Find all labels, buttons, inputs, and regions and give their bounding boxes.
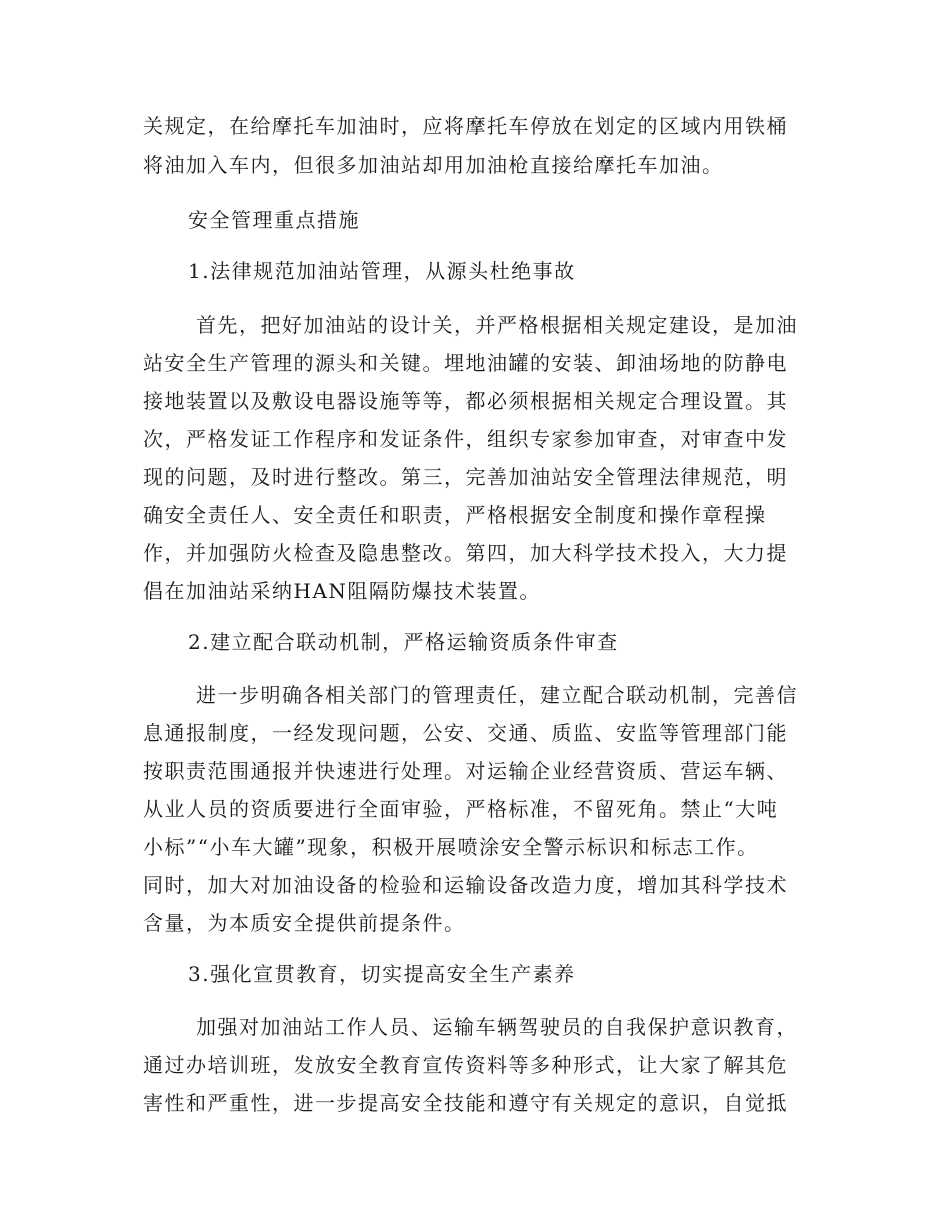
section-heading: 安全管理重点措施	[188, 208, 360, 232]
paragraph-line: 确安全责任人、安全责任和职责，严格根据安全制度和操作章程操	[143, 503, 767, 527]
item-heading-3: 3.强化宣贯教育，切实提高安全生产素养	[188, 962, 576, 986]
paragraph-line: 次，严格发证工作程序和发证条件，组织专家参加审查，对审查中发	[143, 427, 788, 451]
paragraph-line: 倡在加油站采纳HAN阻隔防爆技术装置。	[143, 579, 541, 603]
paragraph-line: 进一步明确各相关部门的管理责任，建立配合联动机制，完善信	[196, 683, 798, 707]
item-heading-2: 2.建立配合联动机制，严格运输资质条件审查	[188, 630, 619, 654]
paragraph-line: 同时，加大对加油设备的检验和运输设备改造力度，增加其科学技术	[143, 873, 788, 897]
paragraph-line: 首先，把好加油站的设计关，并严格根据相关规定建设，是加油	[196, 313, 798, 337]
paragraph-line: 从业人员的资质要进行全面审验，严格标准，不留死角。禁止“大吨	[143, 797, 779, 821]
paragraph-line: 小标”“小车大罐”现象，积极开展喷涂安全警示标识和标志工作。	[143, 835, 759, 859]
paragraph-line: 将油加入车内，但很多加油站却用加油枪直接给摩托车加油。	[143, 153, 724, 177]
paragraph-line: 害性和严重性，进一步提高安全技能和遵守有关规定的意识，自觉抵	[143, 1091, 788, 1115]
paragraph-line: 站安全生产管理的源头和关键。埋地油罐的安装、卸油场地的防静电	[143, 351, 788, 375]
paragraph-line: 通过办培训班，发放安全教育宣传资料等多种形式，让大家了解其危	[143, 1053, 788, 1077]
item-heading-1: 1.法律规范加油站管理，从源头杜绝事故	[188, 259, 576, 283]
paragraph-line: 关规定，在给摩托车加油时，应将摩托车停放在划定的区域内用铁桶	[143, 114, 788, 138]
paragraph-line: 接地装置以及敷设电器设施等等，都必须根据相关规定合理设置。其	[143, 389, 788, 413]
paragraph-line: 加强对加油站工作人员、运输车辆驾驶员的自我保护意识教育，	[196, 1015, 798, 1039]
paragraph-line: 现的问题，及时进行整改。第三，完善加油站安全管理法律规范，明	[143, 465, 788, 489]
paragraph-line: 息通报制度，一经发现问题，公安、交通、质监、安监等管理部门能	[143, 721, 788, 745]
paragraph-line: 含量，为本质安全提供前提条件。	[143, 911, 466, 935]
paragraph-line: 按职责范围通报并快速进行处理。对运输企业经营资质、营运车辆、	[143, 759, 788, 783]
paragraph-line: 作，并加强防火检查及隐患整改。第四，加大科学技术投入，大力提	[143, 541, 788, 565]
